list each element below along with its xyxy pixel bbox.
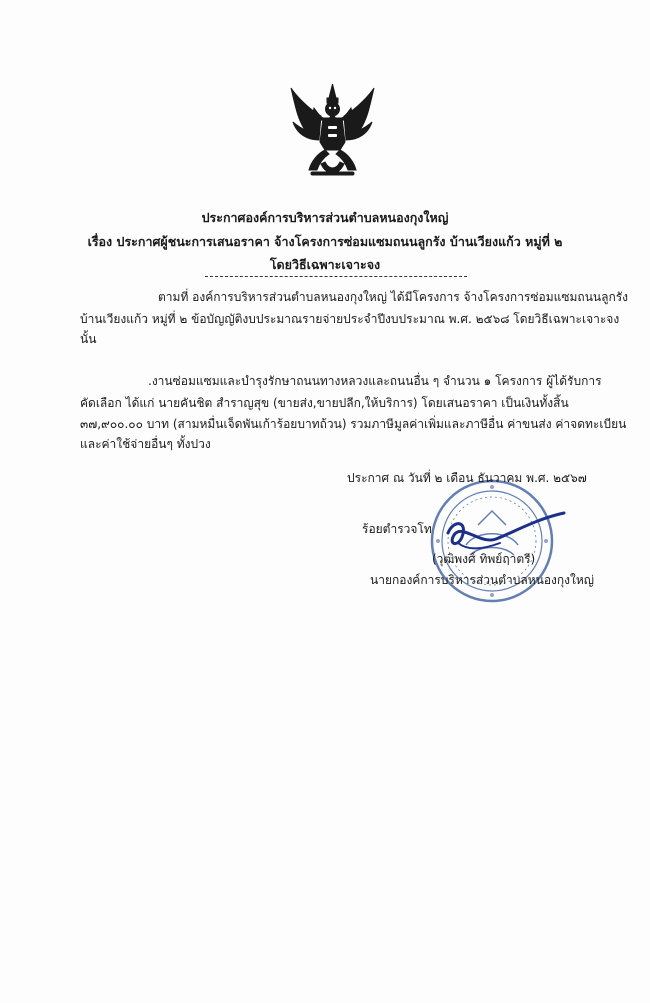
announcement-date: ประกาศ ณ วันที่ ๒ เดือน ธันวาคม พ.ศ. ๒๕๖๗ — [347, 471, 587, 485]
para2-line1: .งานซ่อมแซมและบำรุงรักษาถนนทางหลวงและถนนอื่น ๆ จำนวน ๑ โครงการ ผู้ได้รับการ — [148, 374, 602, 388]
procurement-method: โดยวิธีเฉพาะเจาะจง — [269, 257, 381, 272]
para2-line3: ๓๗,๙๐๐.๐๐ บาท (สามหมื่นเจ็ดพันเก้าร้อยบาทถ้วน) รวมภาษีมูลค่าเพิ่มและภาษีอื่น ค่าขนส่ง ค่าจดทะเบียน — [80, 417, 627, 431]
signer-position: นายกองค์การบริหารส่วนตำบลหนองกุงใหญ่ — [370, 573, 595, 587]
announcement-org-title: ประกาศองค์การบริหารส่วนตำบลหนองกุงใหญ่ — [201, 210, 449, 225]
header-divider — [205, 276, 467, 277]
para1-line1: ตามที่ องค์การบริหารส่วนตำบลหนองกุงใหญ่ ได้มีโครงการ จ้างโครงการซ่อมแซมถนนลูกรัง — [158, 290, 629, 304]
para2-line2: คัดเลือก ได้แก่ นายคันชิต สำราญสุข (ขายส่ง,ขายปลีก,ให้บริการ) โดยเสนอราคา เป็นเงินทั้งสิ้น — [80, 396, 569, 410]
para1-line3: นั้น — [80, 332, 97, 346]
para2-line4: และค่าใช้จ่ายอื่นๆ ทั้งปวง — [80, 437, 211, 451]
signer-name: (วุฒิพงศ์ ทิพย์ฤาตรี) — [432, 552, 536, 566]
announcement-subject: เรื่อง ประกาศผู้ชนะการเสนอราคา จ้างโครงการซ่อมแซมถนนลูกรัง บ้านเวียงแก้ว หมู่ที่ ๒ — [87, 234, 563, 249]
signer-rank: ร้อยตำรวจโท — [362, 522, 432, 536]
garuda-emblem-icon — [285, 80, 380, 180]
para1-line2: บ้านเวียงแก้ว หมู่ที่ ๒ ข้อบัญญัติงบประมาณรายจ่ายประจำปีงบประมาณ พ.ศ. ๒๕๖๘ โดยวิธีเฉพาะเจาะจง — [80, 312, 620, 326]
